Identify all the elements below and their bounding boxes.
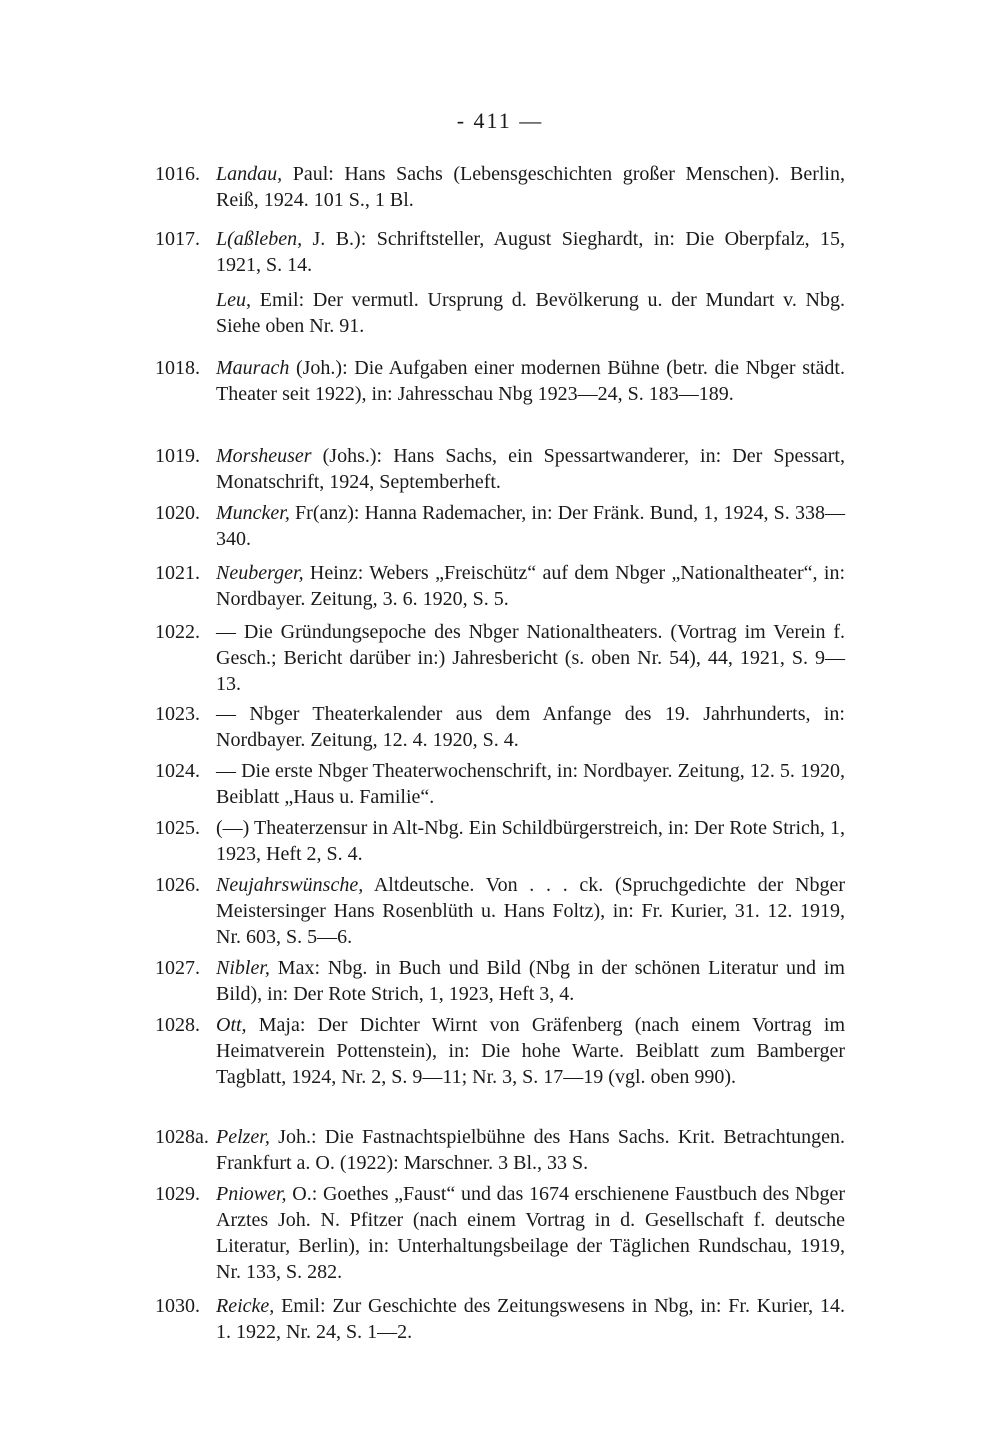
entry-author: Ott, — [216, 1014, 247, 1036]
bibliography-entry — [155, 443, 845, 495]
entry-author: Neuberger, — [216, 562, 304, 584]
bibliography-entry — [155, 1012, 845, 1090]
entry-text — [216, 287, 845, 339]
entry-text — [216, 161, 845, 213]
entry-number: 1023. — [155, 703, 200, 725]
entry-author: Maurach — [216, 357, 290, 379]
entry-citation: Emil: Der vermutl. Ursprung d. Bevölkerung u. der Mundart v. Nbg. Siehe oben Nr. 91. — [216, 289, 845, 337]
entry-citation: O.: Goethes „Faust“ und das 1674 erschienene Faustbuch des Nbger Arztes Joh. N. Pfitzer (nach einem Vortrag in d. Gesellschaft f. deutsche Literatur, Berlin), in: Unterhaltungsbeilage der Täglichen Rundschau, 1919, Nr. 133, S. 282. — [216, 1183, 845, 1283]
entry-text — [216, 815, 845, 867]
entry-number: 1030. — [155, 1295, 200, 1317]
entry-text — [216, 872, 845, 950]
entry-number: 1026. — [155, 874, 200, 896]
bibliography-entry — [155, 500, 845, 552]
entry-author: Neujahrswünsche, — [216, 874, 364, 896]
bibliography-entry — [155, 226, 845, 278]
entry-citation: Joh.: Die Fastnachtspielbühne des Hans Sachs. Krit. Betrachtungen. Frankfurt a. O. (1922): Marschner. 3 Bl., 33 S. — [216, 1126, 845, 1174]
entry-citation: Altdeutsche. Von . . . ck. (Spruchgedichte der Nbger Meistersinger Hans Rosenblüth u. Hans Foltz), in: Fr. Kurier, 31. 12. 1919, Nr. 603, S. 5—6. — [216, 874, 845, 948]
entry-citation: — Die erste Nbger Theaterwochenschrift, in: Nordbayer. Zeitung, 12. 5. 1920, Beiblatt „Haus u. Familie“. — [216, 760, 845, 808]
entry-text — [216, 701, 845, 753]
entry-citation: — Nbger Theaterkalender aus dem Anfange des 19. Jahrhunderts, in: Nordbayer. Zeitung, 12. 4. 1920, S. 4. — [216, 703, 845, 751]
entry-citation: — Die Gründungsepoche des Nbger Nationaltheaters. (Vortrag im Verein f. Gesch.; Bericht darüber in:) Jahresbericht (s. oben Nr. 54), 44, 1921, S. 9—13. — [216, 621, 845, 695]
entry-number: 1021. — [155, 562, 200, 584]
entry-text — [216, 955, 845, 1007]
entry-citation: Emil: Zur Geschichte des Zeitungswesens in Nbg, in: Fr. Kurier, 14. 1. 1922, Nr. 24, S. 1—2. — [216, 1295, 845, 1343]
bibliography-entry — [155, 161, 845, 213]
bibliography-entry — [155, 560, 845, 612]
bibliography-entry — [155, 1293, 845, 1345]
entry-text — [216, 619, 845, 697]
entry-number: 1029. — [155, 1183, 200, 1205]
entry-author: Nibler, — [216, 957, 270, 979]
entry-citation: (Joh.): Die Aufgaben einer modernen Bühne (betr. die Nbger städt. Theater seit 1922), in: Jahresschau Nbg 1923—24, S. 183—189. — [216, 357, 845, 405]
entry-text — [216, 560, 845, 612]
entry-author: L(aßleben, — [216, 228, 303, 250]
entry-citation: J. B.): Schriftsteller, August Sieghardt, in: Die Oberpfalz, 15, 1921, S. 14. — [216, 228, 845, 276]
entry-number: 1025. — [155, 817, 200, 839]
entry-text — [216, 500, 845, 552]
entry-citation: Paul: Hans Sachs (Lebensgeschichten großer Menschen). Berlin, Reiß, 1924. 101 S., 1 Bl. — [216, 163, 845, 211]
entry-number: 1027. — [155, 957, 200, 979]
bibliography-entry — [155, 1124, 845, 1176]
entry-text — [216, 1293, 845, 1345]
entry-citation: (Johs.): Hans Sachs, ein Spessartwanderer, in: Der Spessart, Monatschrift, 1924, Septemberheft. — [216, 445, 845, 493]
entry-text — [216, 1181, 845, 1285]
entry-number: 1024. — [155, 760, 200, 782]
bibliography-entry — [155, 955, 845, 1007]
entry-text — [216, 758, 845, 810]
entry-citation: Fr(anz): Hanna Rademacher, in: Der Fränk. Bund, 1, 1924, S. 338—340. — [216, 502, 845, 550]
entry-number: 1017. — [155, 228, 200, 250]
entry-text — [216, 1124, 845, 1176]
entry-text — [216, 1012, 845, 1090]
bibliography-entry — [155, 619, 845, 697]
page-number-header: - 411 — — [456, 108, 544, 133]
bibliography-entry — [155, 287, 845, 339]
bibliography-entry — [155, 872, 845, 950]
entry-number: 1019. — [155, 445, 200, 467]
bibliography-entry — [155, 758, 845, 810]
entry-number: 1022. — [155, 621, 200, 643]
entry-number: 1020. — [155, 502, 200, 524]
bibliography-entry — [155, 815, 845, 867]
entry-author: Landau, — [216, 163, 283, 185]
entry-text — [216, 443, 845, 495]
entry-text — [216, 226, 845, 278]
entry-author: Muncker, — [216, 502, 290, 524]
entry-text — [216, 355, 845, 407]
entry-author: Pelzer, — [216, 1126, 270, 1148]
entry-citation: (—) Theaterzensur in Alt-Nbg. Ein Schildbürgerstreich, in: Der Rote Strich, 1, 1923, Heft 2, S. 4. — [216, 817, 845, 865]
entry-number: 1018. — [155, 357, 200, 379]
bibliography-entry — [155, 1181, 845, 1285]
entry-number: 1028a. — [155, 1126, 209, 1148]
entry-number: 1028. — [155, 1014, 200, 1036]
bibliography-entry — [155, 701, 845, 753]
entry-author: Reicke, — [216, 1295, 275, 1317]
entry-citation: Maja: Der Dichter Wirnt von Gräfenberg (nach einem Vortrag im Heimatverein Pottenstein), in: Die hohe Warte. Beiblatt zum Bamberger Tagblatt, 1924, Nr. 2, S. 9—11; Nr. 3, S. 17—19 (vgl. oben 990). — [216, 1014, 845, 1088]
entry-author: Morsheuser — [216, 445, 312, 467]
entry-author: Leu, — [216, 289, 251, 311]
entry-citation: Heinz: Webers „Freischütz“ auf dem Nbger „Nationaltheater“, in: Nordbayer. Zeitung, 3. 6. 1920, S. 5. — [216, 562, 845, 610]
entry-number: 1016. — [155, 163, 200, 185]
bibliography-entry — [155, 355, 845, 407]
entry-author: Pniower, — [216, 1183, 287, 1205]
entry-citation: Max: Nbg. in Buch und Bild (Nbg in der schönen Literatur und im Bild), in: Der Rote Strich, 1, 1923, Heft 3, 4. — [216, 957, 845, 1005]
